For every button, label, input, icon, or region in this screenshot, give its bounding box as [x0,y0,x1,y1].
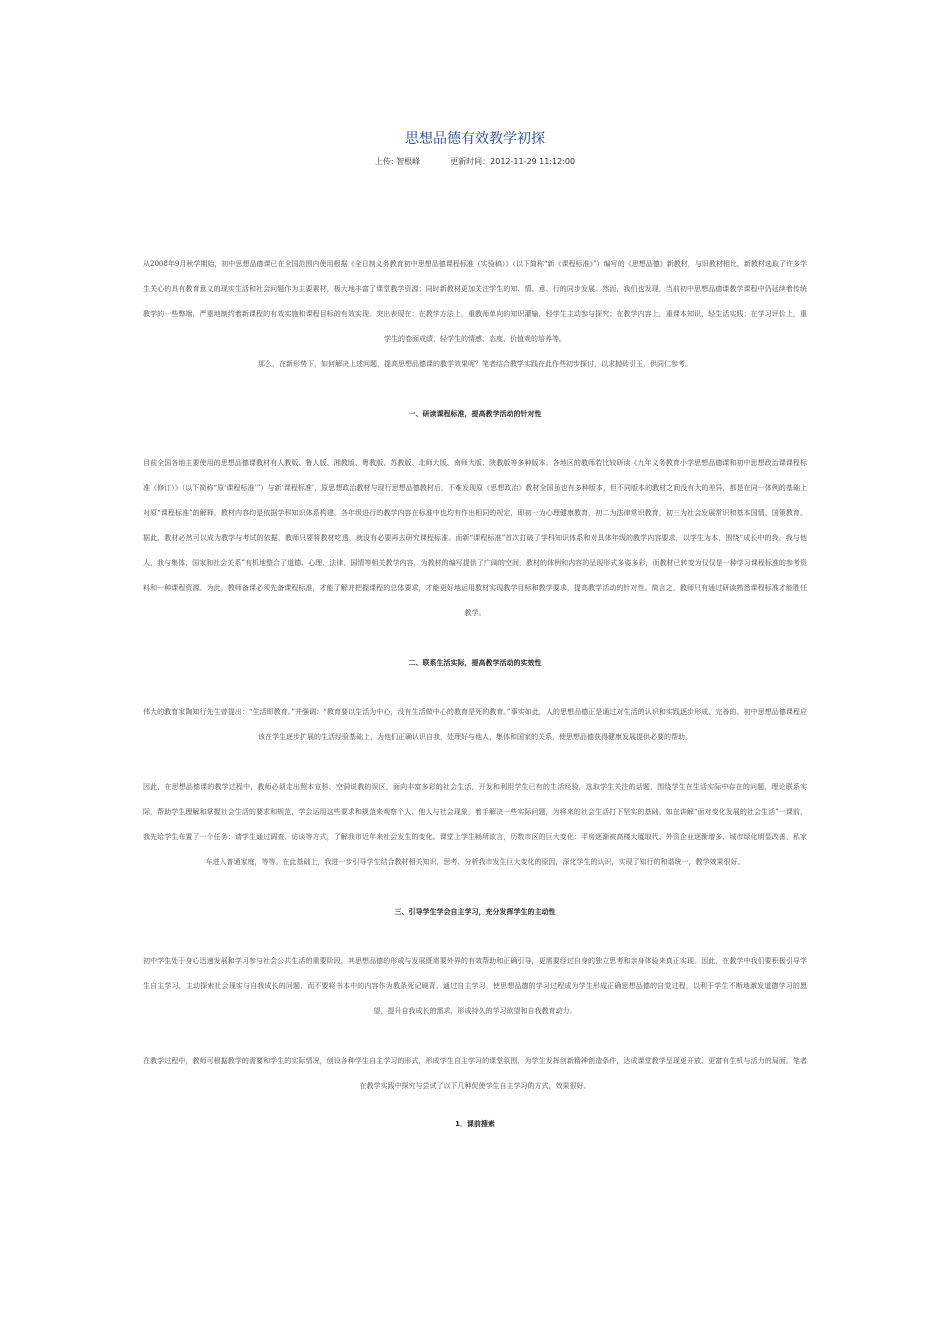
paragraph-section-2a: 伟大的教育家陶知行先生曾提出：“生活即教育。”并强调：“教育要以生活为中心，没有生活做中心的教育是死的教育。”事实如此，人的思想品德正是通过对生活的认识和实践逐步形成、完善的。初中思想品德课程应该在学生逐步扩展的生活经验基础上，为他们正确认识自我，处理好与他人、集体和国家的关系，使思想品德获得健康发展提供必要的帮助。 [143,708,807,741]
paragraph-section-3a: 初中学生处于身心迅速发展和学习参与社会公共生活的重要阶段，其思想品德的形成与发展既需要外界的有效帮助和正确引导，更需要经过自身的独立思考和亲身体验来真正实现。因此，在教学中我们要积极引导学生自主学习，主动探索社会现实与自我成长的问题，而不要将书本中的内容作为教条死记硬背。通过自主学习，使思想品德的学习过程成为学生形成正确思想品德的自觉过程，以利于学生不断地激发道德学习的愿望，提升自我成长的需求，形成持久的学习欲望和自我教育动力。 [143,957,807,1015]
article-meta [0,156,950,167]
paragraph-intro-2: 那么，在新形势下，如何解决上述问题，提高思想品德课的教学效果呢？笔者结合教学实践在此作些初步探讨，以求抛砖引玉，供同仁参考。 [258,360,692,368]
paragraph-intro: 从2008年9月秋学期始，初中思想品德课已在全国范围内使用根据《全日制义务教育初中思想品德课程标准（实验稿）》（以下简称“新《课程标准》”）编写的《思想品德》新教材，与旧教材相比，新教材选取了许多学生关心的具有教育意义的现实生活和社会问题作为主要素材，极大地丰富了课堂教学资源；同时新教材更加关注学生的知、情、意、行的同步发展。然而，我们也发现，当前初中思想品德课教学课程中仍延续着传统教学的一些弊端，严重地制约着新课程的有效实施和课程目标的有效实现。突出表现在：在教学方法上，重教师单向的知识灌输，轻学生主动参与探究；在教学内容上，重课本知识，轻生活实践；在学习评价上，重学生的卷面成绩，轻学生的情感、态度、价值观的培养等。 [143,260,807,343]
article-body [143,252,807,1129]
paragraph-section-3b: 在教学过程中，教师可根据教学的需要和学生的实际情况，创设各种学生自主学习的形式，形成学生自主学习的课堂氛围，为学生发挥创新精神创造条件，达成课堂教学呈现更开放、更富有生机与活力的局面。笔者在教学实践中探究与尝试了以下几种促使学生自主学习的方式，效果很好。 [143,1057,807,1090]
updated-time: 更新时间：2012-11-29 11:12:00 [450,157,576,166]
section-heading-3: 三、引导学生学会自主学习，充分发挥学生的主动性 [394,908,556,916]
subsection-heading-1: 1．课前搜索 [455,1120,495,1128]
section-heading-1: 一、研读课程标准，提高教学活动的针对性 [408,410,542,418]
article-title: 思想品德有效教学初探 [405,131,545,147]
paragraph-section-1: 目前全国各地主要使用的思想品德课教材有人教版、鲁人版、湘教版、粤教版、苏教版、北师大版、南师大版、陕教版等多种版本。各地区的教师若比较研读《九年义务教育小学思想品德课和初中思想政治课课程标准（修订）》（以下简称“原‘课程标准’”）与新‘课程标准’，原思想政治教材与现行思想品德教材后，不难发现原《思想政治》教材全国虽也有多种版本，但不同版本的教材之间没有大的差异，都是在同一体例的基础上对原“课程标准”的解释，教材内容均是依据学科知识体系构建，各年级进行的教学内容在标准中也均有作出相同的规定，即初一为心理健康教育，初二为法律常识教育，初三为社会发展常识和基本国情、国策教育。据此，教材必然可以成为教学与考试的依据，教师只要将教材吃透，就没有必要再去研究课程标准。而新“课程标准”首次打破了学科知识体系和对具体年级的教学内容要求，以学生为本，围绕“成长中的我，我与他人，我与集体、国家和社会关系”有机地整合了道德、心理、法律、国情等相关教学内容，为教材的编写提供了广阔的空间，教材的体例和内容的呈现形式多姿多彩，而教材已转变为仅仅是一种学习课程标准的参考资料和一种课程资源。为此，教师备课必须先备课程标准，才能了解并把握课程的总体要求，才能更好地运用教材实现教学目标和教学要求，提高教学活动的针对性。简言之，教师只有通过研读熟悉课程标准才能胜任教学。 [143,459,807,617]
section-heading-2: 二、联系生活实际，提高教学活动的实效性 [408,659,542,667]
paragraph-section-2b: 因此，在思想品德课的教学过程中，教师必须走出照本宣科、空洞说教的误区，面向丰富多彩的社会生活，开发和利用学生已有的生活经验，选取学生关注的话题，围绕学生在生活实际中存在的问题，理论联系实际，帮助学生理解和掌握社会生活的要求和规范，学会运用这些要求和规范来观察个人、他人与社会现象，着手解决一些实际问题，为将来的社会生活打下坚实的基础。如在讲解“面对变化发展的社会生活”一课前，我先给学生布置了一个任务：请学生通过调查、访谈等方式，了解我市近年来社会发生的变化。课堂上学生畅所欲言，历数市区的巨大变化：平房逐渐被高楼大厦取代、外资企业逐渐增多、城市绿化明显改善、私家车进入普通家庭，等等。在此基础上，我进一步引导学生结合教材相关知识，思考、分析我市发生巨大变化的原因，深化学生的认识，实现了知行的和谐统一，教学效果很好。 [143,783,807,866]
uploader-label: 上传: 智根峰 [374,157,421,166]
